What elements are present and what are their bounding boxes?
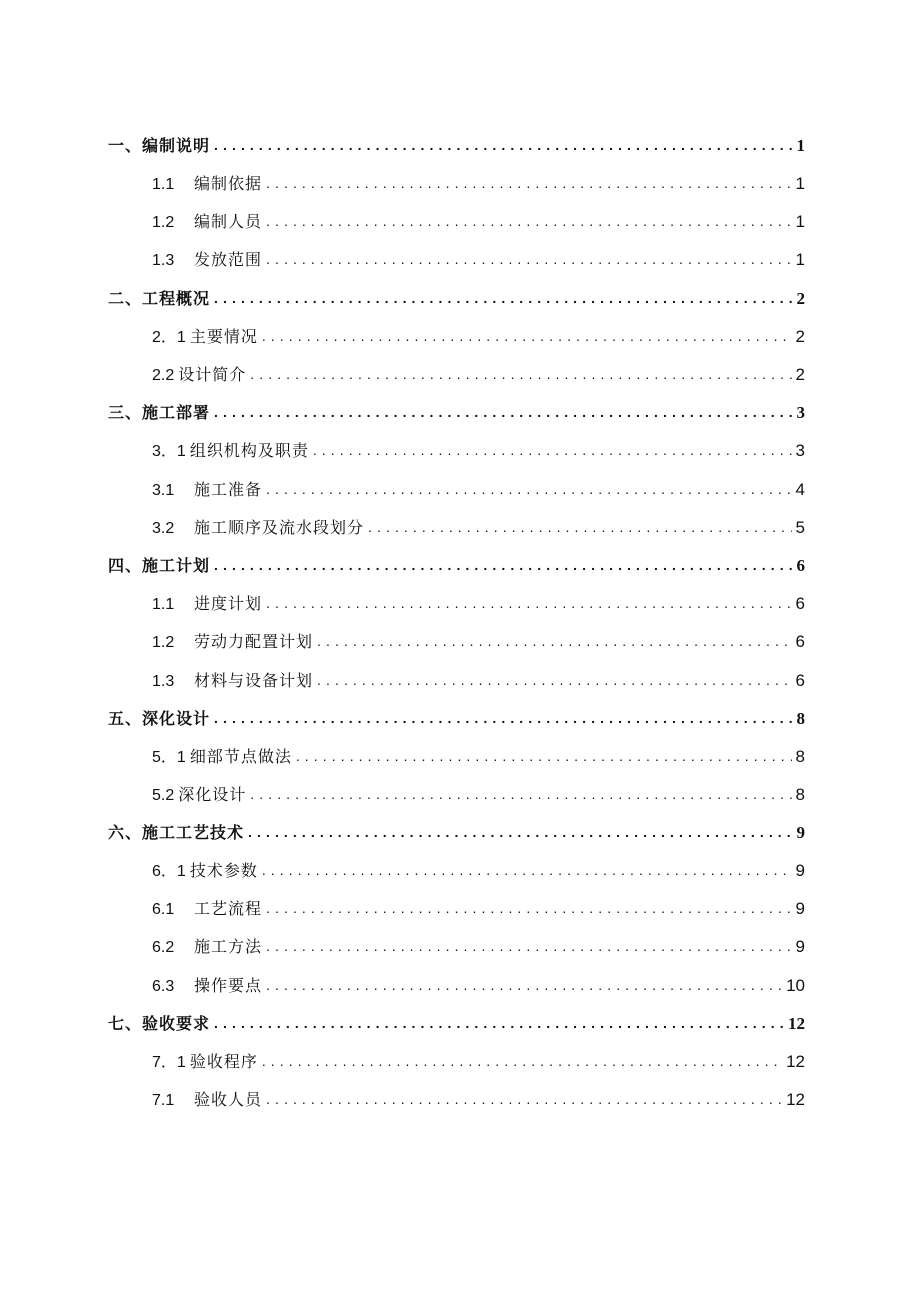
- toc-number: 3.1: [152, 482, 175, 499]
- toc-entry[interactable]: [108, 1004, 805, 1034]
- toc-title: 设计简介: [178, 365, 247, 384]
- toc-entry[interactable]: [108, 813, 805, 843]
- toc-entry[interactable]: [108, 279, 805, 309]
- dot-leader: [317, 634, 792, 648]
- toc-title: 三、施工部署: [108, 403, 211, 422]
- toc-entry[interactable]: [108, 699, 805, 729]
- dot-leader: [317, 673, 792, 687]
- toc-page-number: 1: [795, 250, 805, 269]
- toc-page-number: 3: [796, 403, 805, 422]
- toc-number: 6.3: [152, 978, 175, 995]
- dot-leader: [214, 291, 792, 305]
- dot-leader: [214, 405, 792, 419]
- toc-page-number: 9: [795, 937, 805, 956]
- toc-page-number: 3: [795, 441, 805, 460]
- toc-title: 细部节点做法: [189, 747, 292, 766]
- toc-entry[interactable]: [152, 240, 805, 270]
- toc-number: 7.1: [152, 1092, 175, 1109]
- toc-entry[interactable]: [152, 202, 805, 232]
- toc-page-number: 4: [795, 480, 805, 499]
- toc-entry[interactable]: [152, 737, 805, 767]
- toc-entry[interactable]: [152, 851, 805, 881]
- toc-entry[interactable]: [152, 661, 805, 691]
- toc-number: 5.2: [152, 787, 175, 804]
- toc-title: 施工方法: [194, 937, 263, 956]
- toc-page-number: 8: [795, 785, 805, 804]
- toc-entry[interactable]: [152, 1042, 805, 1072]
- dot-leader: [250, 367, 791, 381]
- dot-leader: [214, 711, 792, 725]
- toc-number: 1.3: [152, 673, 175, 690]
- toc-page-number: 1: [795, 212, 805, 231]
- toc-entry[interactable]: [152, 927, 805, 957]
- toc-number: 1.1: [152, 176, 175, 193]
- toc-title: 七、验收要求: [108, 1014, 211, 1033]
- toc-page-number: 6: [795, 671, 805, 690]
- toc-page-number: 1: [795, 174, 805, 193]
- toc-page-number: 12: [786, 1052, 805, 1071]
- toc-number: 6．1: [152, 863, 186, 880]
- toc-title: 主要情况: [189, 327, 258, 346]
- toc-entry[interactable]: [152, 317, 805, 347]
- dot-leader: [266, 939, 792, 953]
- toc-number: 2．1: [152, 329, 186, 346]
- dot-leader: [266, 901, 792, 915]
- toc-page-number: 10: [786, 976, 805, 995]
- toc-title: 组织机构及职责: [189, 441, 309, 460]
- toc-title: 操作要点: [194, 976, 263, 995]
- toc-title: 四、施工计划: [108, 556, 211, 575]
- toc-entry[interactable]: [152, 164, 805, 194]
- dot-leader: [214, 558, 792, 572]
- toc-page-number: 9: [795, 899, 805, 918]
- toc-page-number: 9: [795, 861, 805, 880]
- toc-page-number: 6: [795, 594, 805, 613]
- dot-leader: [266, 1092, 782, 1106]
- toc-title: 技术参数: [189, 861, 258, 880]
- toc-page-number: 9: [796, 823, 805, 842]
- dot-leader: [368, 520, 792, 534]
- dot-leader: [248, 825, 792, 839]
- toc-title: 编制依据: [194, 174, 263, 193]
- toc-title: 验收人员: [194, 1090, 263, 1109]
- toc-title: 进度计划: [194, 594, 263, 613]
- toc-title: 材料与设备计划: [194, 671, 314, 690]
- toc-title: 工艺流程: [194, 899, 263, 918]
- toc-entry[interactable]: [108, 126, 805, 156]
- toc-page-number: 2: [796, 289, 805, 308]
- dot-leader: [266, 978, 782, 992]
- toc-entry[interactable]: [108, 393, 805, 423]
- toc-entry[interactable]: [152, 622, 805, 652]
- toc-number: 2.2: [152, 367, 175, 384]
- toc-title: 六、施工工艺技术: [108, 823, 245, 842]
- toc-page-number: 12: [788, 1014, 805, 1033]
- toc-number: 1.2: [152, 634, 175, 651]
- toc-page-number: 2: [795, 365, 805, 384]
- toc-page-number: 6: [795, 632, 805, 651]
- dot-leader: [262, 1054, 782, 1068]
- dot-leader: [266, 214, 792, 228]
- toc-title: 劳动力配置计划: [194, 632, 314, 651]
- toc-page-number: 8: [795, 747, 805, 766]
- toc-number: 6.1: [152, 901, 175, 918]
- toc-entry[interactable]: [108, 546, 805, 576]
- toc-page-number: 2: [795, 327, 805, 346]
- toc-page-number: 12: [786, 1090, 805, 1109]
- toc-entry[interactable]: [152, 775, 805, 805]
- toc-number: 3.2: [152, 520, 175, 537]
- toc-title: 施工准备: [194, 480, 263, 499]
- dot-leader: [262, 329, 792, 343]
- toc-number: 1.3: [152, 252, 175, 269]
- toc-entry[interactable]: [152, 584, 805, 614]
- toc-entry[interactable]: [152, 431, 805, 461]
- dot-leader: [266, 482, 792, 496]
- dot-leader: [214, 138, 792, 152]
- toc-number: 1.2: [152, 214, 175, 231]
- dot-leader: [262, 863, 792, 877]
- toc-entry[interactable]: [152, 508, 805, 538]
- toc-title: 深化设计: [178, 785, 247, 804]
- toc-page-number: 5: [795, 518, 805, 537]
- toc-title: 验收程序: [189, 1052, 258, 1071]
- dot-leader: [250, 787, 791, 801]
- dot-leader: [266, 176, 792, 190]
- toc-entry[interactable]: [152, 889, 805, 919]
- toc-number: 7．1: [152, 1054, 186, 1071]
- toc-page-number: 6: [796, 556, 805, 575]
- toc-entry[interactable]: [152, 355, 805, 385]
- dot-leader: [296, 749, 792, 763]
- toc-page-number: 1: [796, 136, 805, 155]
- dot-leader: [266, 252, 792, 266]
- toc-number: 3．1: [152, 443, 186, 460]
- toc-title: 五、深化设计: [108, 709, 211, 728]
- toc-title: 编制人员: [194, 212, 263, 231]
- toc-number: 1.1: [152, 596, 175, 613]
- toc-number: 6.2: [152, 939, 175, 956]
- toc-title: 发放范围: [194, 250, 263, 269]
- toc-title: 施工顺序及流水段划分: [194, 518, 365, 537]
- toc-title: 一、编制说明: [108, 136, 211, 155]
- dot-leader: [214, 1016, 784, 1030]
- toc-entry[interactable]: [152, 470, 805, 500]
- toc-entry[interactable]: [152, 966, 805, 996]
- dot-leader: [313, 443, 792, 457]
- toc-number: 5．1: [152, 749, 186, 766]
- toc-entry[interactable]: [152, 1080, 805, 1110]
- toc-title: 二、工程概况: [108, 289, 211, 308]
- dot-leader: [266, 596, 792, 610]
- toc-page-number: 8: [796, 709, 805, 728]
